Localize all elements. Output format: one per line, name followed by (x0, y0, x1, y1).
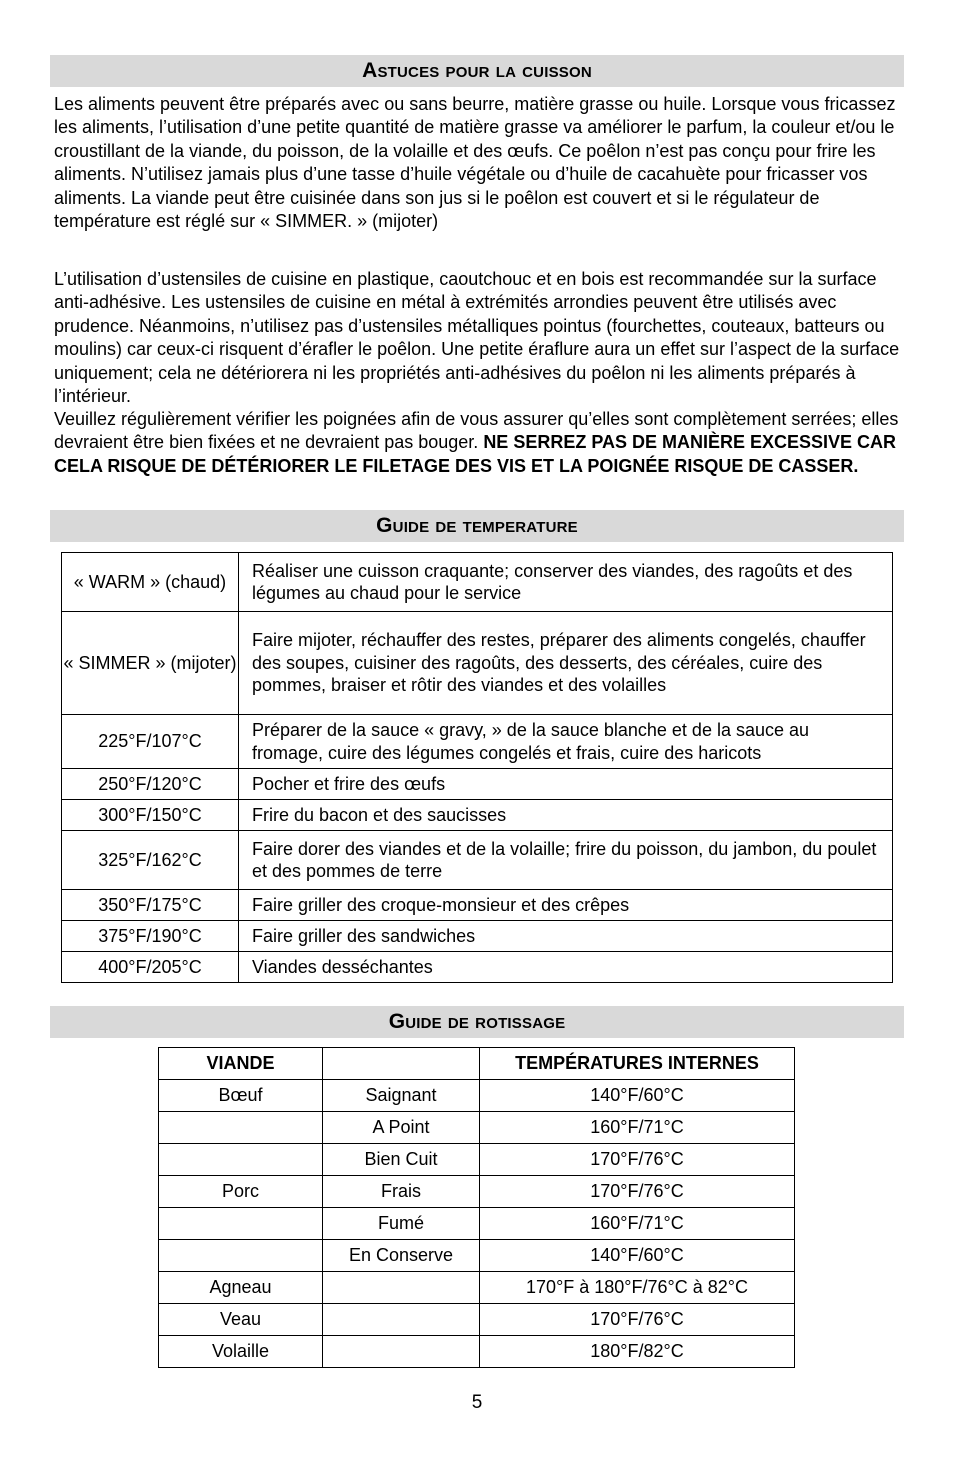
table-row (62, 800, 893, 831)
doneness-cell: Fumé (323, 1208, 480, 1240)
paragraph-tips-2: L’utilisation d’ustensiles de cuisine en plastique, caoutchouc et en bois est recommandée sur la surface anti-adhésive. Les ustensiles de cuisine en métal à extrémités arrondies peuvent être utilisés avec prudence. Néanmoins, n’utilisez pas d’ustensiles métalliques pointus (fourchettes, couteaux, batteurs ou moulins) car ceux-ci risquent d’érafler le poêlon. Une petite éraflure aura un effet sur l’aspect de la surface uniquement; cela ne détériorera ni les propriétés anti-adhésives du poêlon ni les aliments préparés à l’intérieur. (54, 269, 900, 407)
table-row (159, 1272, 795, 1304)
table-row (62, 921, 893, 952)
temperature-setting-cell: 250°F/120°C (62, 769, 239, 800)
cooking-use-cell: Réaliser une cuisson craquante; conserver des viandes, des ragoûts et des légumes au chaud pour le service (239, 553, 893, 612)
page-number: 5 (471, 1392, 483, 1413)
meat-cell (159, 1144, 323, 1176)
table-row (159, 1080, 795, 1112)
doneness-cell: A Point (323, 1112, 480, 1144)
section-title: Guide de temperature (376, 514, 578, 537)
table-row (159, 1336, 795, 1368)
temperature-setting-cell: « WARM » (chaud) (62, 553, 239, 612)
paragraph-tips-1: Les aliments peuvent être préparés avec ou sans beurre, matière grasse ou huile. Lorsque vous fricassez les aliments, l’utilisation d’une petite quantité de matière grasse va améliorer le parfum, la couleur et/ou le croustillant de la viande, du poisson, de la volaille et des œufs. Ce poêlon n’est pas conçu pour frire les aliments. N’utilisez jamais plus d’une tasse d’huile végétale ou d’huile de cacahuète pour fricasser vos aliments. La viande peut être cuisinée dans son jus si le poêlon est couvert et si le régulateur de température est réglé sur « SIMMER. » (mijoter) (54, 94, 896, 232)
section-title: Astuces pour la cuisson (362, 59, 592, 82)
doneness-cell: En Conserve (323, 1240, 480, 1272)
table-row (159, 1112, 795, 1144)
cooking-use-cell: Frire du bacon et des saucisses (239, 800, 893, 831)
doneness-cell: Bien Cuit (323, 1144, 480, 1176)
column-header (323, 1048, 480, 1080)
meat-cell: Agneau (159, 1272, 323, 1304)
section-header-tips (50, 55, 904, 87)
meat-cell: Veau (159, 1304, 323, 1336)
internal-temperature-cell: 140°F/60°C (480, 1080, 795, 1112)
doneness-cell: Saignant (323, 1080, 480, 1112)
doneness-cell (323, 1336, 480, 1368)
roasting-guide-table (158, 1047, 795, 1368)
doneness-cell: Frais (323, 1176, 480, 1208)
meat-cell: Volaille (159, 1336, 323, 1368)
cooking-use-cell: Pocher et frire des œufs (239, 769, 893, 800)
table-row (62, 553, 893, 612)
table-row (159, 1240, 795, 1272)
meat-cell: Porc (159, 1176, 323, 1208)
cooking-use-cell: Faire mijoter, réchauffer des restes, préparer des aliments congelés, chauffer des soupes, cuisiner des ragoûts, des desserts, des céréales, cuire des pommes, braiser et rôtir des viandes et des volailles (239, 612, 893, 715)
temperature-setting-cell: 300°F/150°C (62, 800, 239, 831)
internal-temperature-cell: 170°F/76°C (480, 1304, 795, 1336)
meat-cell: Bœuf (159, 1080, 323, 1112)
table-header-row (159, 1048, 795, 1080)
cooking-use-cell: Faire griller des sandwiches (239, 921, 893, 952)
temperature-setting-cell: 225°F/107°C (62, 715, 239, 769)
internal-temperature-cell: 180°F/82°C (480, 1336, 795, 1368)
temperature-setting-cell: 350°F/175°C (62, 890, 239, 921)
internal-temperature-cell: 160°F/71°C (480, 1112, 795, 1144)
cooking-use-cell: Viandes desséchantes (239, 952, 893, 983)
cooking-use-cell: Préparer de la sauce « gravy, » de la sauce blanche et de la sauce au fromage, cuire des légumes congelés et frais, cuire des haricots (239, 715, 893, 769)
column-header: VIANDE (159, 1048, 323, 1080)
paragraph-tips-3 (54, 408, 904, 478)
internal-temperature-cell: 170°F à 180°F/76°C à 82°C (480, 1272, 795, 1304)
table-row (159, 1208, 795, 1240)
doneness-cell (323, 1272, 480, 1304)
table-row (62, 715, 893, 769)
temperature-setting-cell: « SIMMER » (mijoter) (62, 612, 239, 715)
cooking-use-cell: Faire dorer des viandes et de la volaille; frire du poisson, du jambon, du poulet et des pommes de terre (239, 831, 893, 890)
meat-cell (159, 1240, 323, 1272)
table-row (159, 1176, 795, 1208)
temperature-setting-cell: 325°F/162°C (62, 831, 239, 890)
section-title: Guide de rotissage (388, 1010, 566, 1033)
paragraph-text: Veuillez régulièrement vérifier les poignées afin de vous assurer qu’elles sont complètement serrées; elles devraient être bien fixées et ne devraient pas bouger. (54, 409, 899, 453)
table-row (62, 612, 893, 715)
meat-cell (159, 1112, 323, 1144)
warning-text: NE SERREZ PAS DE MANIÈRE EXCESSIVE CAR CELA RISQUE DE DÉTÉRIORER LE FILETAGE DES VIS ET LA POIGNÉE RISQUE DE CASSER. (54, 432, 897, 476)
section-header-roasting (50, 1006, 904, 1038)
table-row (62, 890, 893, 921)
table-row (62, 769, 893, 800)
internal-temperature-cell: 160°F/71°C (480, 1208, 795, 1240)
section-header-temperature (50, 510, 904, 542)
temperature-setting-cell: 400°F/205°C (62, 952, 239, 983)
temperature-setting-cell: 375°F/190°C (62, 921, 239, 952)
internal-temperature-cell: 170°F/76°C (480, 1144, 795, 1176)
meat-cell (159, 1208, 323, 1240)
table-row (159, 1304, 795, 1336)
cooking-use-cell: Faire griller des croque-monsieur et des crêpes (239, 890, 893, 921)
doneness-cell (323, 1304, 480, 1336)
column-header: TEMPÉRATURES INTERNES (480, 1048, 795, 1080)
internal-temperature-cell: 170°F/76°C (480, 1176, 795, 1208)
table-row (159, 1144, 795, 1176)
temperature-guide-table (61, 552, 893, 983)
internal-temperature-cell: 140°F/60°C (480, 1240, 795, 1272)
table-row (62, 952, 893, 983)
table-row (62, 831, 893, 890)
